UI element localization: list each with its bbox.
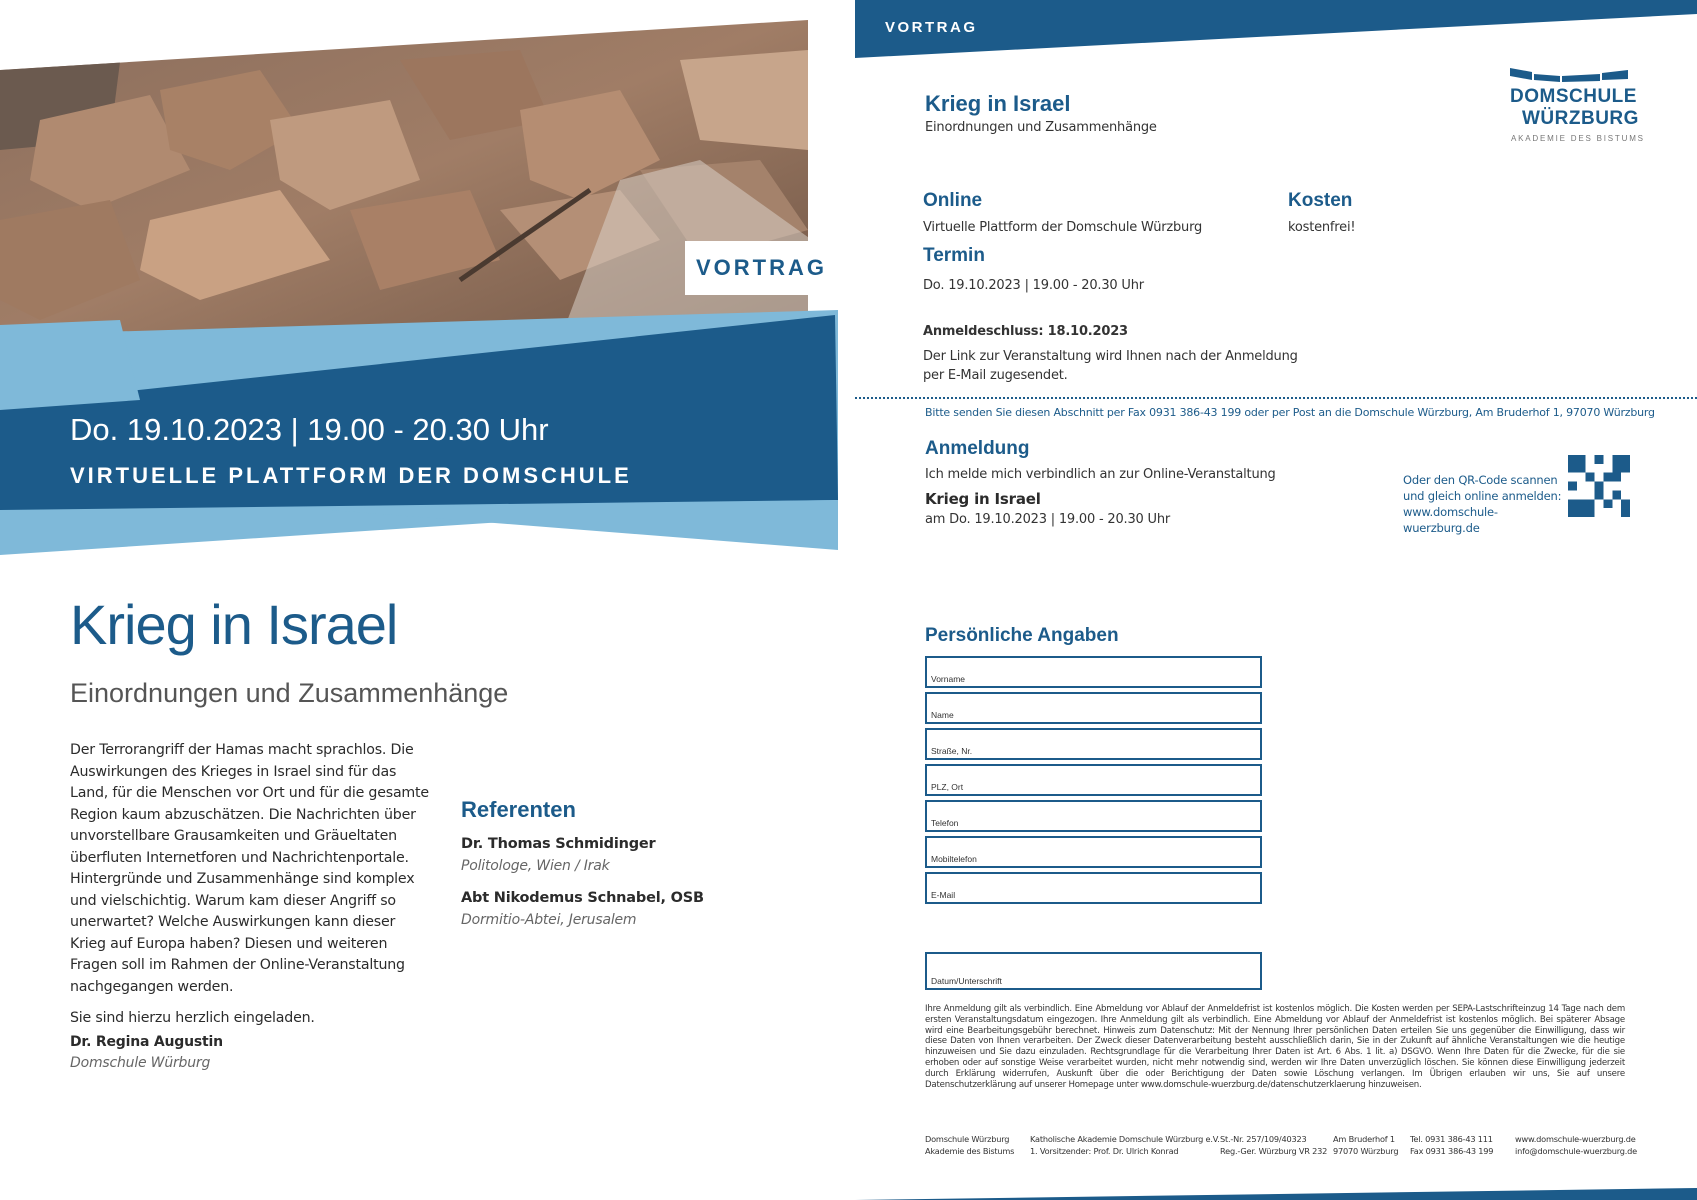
- field-label: Telefon: [931, 818, 959, 828]
- qr-code-icon[interactable]: [1568, 455, 1630, 517]
- link-note: per E-Mail zugesendet.: [923, 368, 1068, 383]
- field-label: Straße, Nr.: [931, 746, 973, 756]
- author-org: Domschule Würburg: [70, 1055, 211, 1071]
- footer-line: Am Bruderhof 1: [1333, 1134, 1395, 1144]
- footer-line: 1. Vorsitzender: Prof. Dr. Ulrich Konrad: [1030, 1146, 1179, 1156]
- link-note: Der Link zur Veranstaltung wird Ihnen nach der Anmeldung: [923, 349, 1298, 364]
- cut-notice: Bitte senden Sie diesen Abschnitt per Fax 0931 386-43 199 oder per Post an die Domschule Würzburg, Am Bruderhof 1, 97070 Würzburg: [925, 406, 1655, 419]
- footer-band: [855, 1188, 1697, 1200]
- field-label: E-Mail: [931, 890, 956, 900]
- qr-hint: [1403, 472, 1563, 536]
- footer-column: [1220, 1133, 1327, 1157]
- footer-line: Domschule Würzburg: [925, 1134, 1010, 1144]
- footer-link[interactable]: info@domschule-wuerzburg.de: [1515, 1146, 1637, 1156]
- anmeldung-text: Ich melde mich verbindlich an zur Online-Veranstaltung: [925, 467, 1276, 482]
- footer-column: [1515, 1133, 1637, 1157]
- logo-line-3: AKADEMIE DES BISTUMS: [1511, 134, 1645, 143]
- anmeldung-date: am Do. 19.10.2023 | 19.00 - 20.30 Uhr: [925, 512, 1171, 527]
- flyer-front-page: [0, 0, 838, 1200]
- footer-line: Tel. 0931 386-43 111: [1410, 1134, 1493, 1144]
- qr-hint-link[interactable]: www.domschule-wuerzburg.de: [1403, 505, 1498, 535]
- registration-deadline: Anmeldeschluss: 18.10.2023: [923, 324, 1128, 339]
- hero-venue: VIRTUELLE PLATTFORM DER DOMSCHULE: [70, 463, 632, 488]
- footer-column: [1333, 1133, 1398, 1157]
- speaker-role: Politologe, Wien / Irak: [461, 858, 610, 874]
- speaker-name: Abt Nikodemus Schnabel, OSB: [461, 890, 704, 906]
- header-label: VORTRAG: [885, 19, 978, 36]
- footer-column: [1030, 1133, 1220, 1157]
- event-title: Krieg in Israel: [925, 91, 1071, 116]
- field-label: Datum/Unterschrift: [931, 976, 1002, 986]
- footer-column: [925, 1133, 1014, 1157]
- body-text: [70, 740, 430, 1040]
- speaker-role: Dormitio-Abtei, Jerusalem: [461, 912, 637, 928]
- body-paragraph: Der Terrorangriff der Hamas macht sprachlos. Die Auswirkungen des Krieges in Israel sind für das Land, für die Menschen vor Ort und für die gesamte Region kaum abzuschätzen. Die Nachrichten über unvorstellbare Grausamkeiten und Gräueltaten überfluten Internetforen und Nachrichtenportale. Hintergründe und Zusammenhänge sind komplex und vielschichtig. Warum kam dieser Angriff so unerwartet? Welche Auswirkungen kann dieser Krieg auf Europa haben? Diesen und weiteren Fragen soll im Rahmen der Online-Veranstaltung nachgegangen werden.: [70, 742, 429, 995]
- footer-link[interactable]: www.domschule-wuerzburg.de: [1515, 1134, 1636, 1144]
- qr-hint-line: und gleich online anmelden:: [1403, 489, 1562, 503]
- anmeldung-event: Krieg in Israel: [925, 490, 1041, 508]
- hero-date: Do. 19.10.2023 | 19.00 - 20.30 Uhr: [70, 412, 549, 447]
- field-label: Vorname: [931, 674, 966, 684]
- legal-text: Ihre Anmeldung gilt als verbindlich. Eine Abmeldung vor Ablauf der Anmeldefrist ist kostenlos möglich. Die Kosten werden per SEPA-Lastschrifteinzug 14 Tage nach dem ersten Veranstaltungsdatum eingezogen. Ihre Anmeldung gilt als verbindlich. Eine Abmeldung vor Ablauf der Anmeldefrist ist kostenlos möglich. Bei späterer Absage wird eine Bearbeitungsgebühr berechnet. Hinweis zum Datenschutz: Mit der Nennung Ihrer persönlichen Daten erteilen Sie uns gegenüber die Einwilligung, dass wir diese Daten von Ihnen verarbeiten. Der Zweck dieser Datenverarbeitung besteht ausschließlich darin, Sie in der Zukunft auf ähnliche Veranstaltungen wie die heutige hinzuweisen und Sie dazu einzuladen. Rechtsgrundlage für die Verarbeitung Ihrer Daten ist Art. 6 Abs. 1 lit. a) DSGVO. Wenn Ihre Daten für die Zwecke, für die sie erhoben oder auf sonstige Weise verarbeitet wurden, nicht mehr notwendig sind, werden wir Ihre Daten unverzüglich löschen. Sie können diese Einwilligung jederzeit durch Erklärung widerrufen, Auskunft über die oder Berichtigung der Daten sowie Löschung verlangen. Im Übrigen erlauben wir uns, Sie auf unsere Datenschutzerklärung auf unserer Homepage unter www.domschule-wuerzburg.de/datenschutzerklaerung hinzuweisen.: [925, 1004, 1625, 1090]
- page-subtitle: Einordnungen und Zusammenhänge: [70, 678, 509, 708]
- footer-line: 97070 Würzburg: [1333, 1146, 1399, 1156]
- footer-line: Akademie des Bistums: [925, 1146, 1015, 1156]
- footer-line: St.-Nr. 257/109/40323: [1220, 1134, 1307, 1144]
- logo-line-1: DOMSCHULE: [1510, 86, 1637, 107]
- logo-line-2: WÜRZBURG: [1522, 108, 1639, 129]
- event-subtitle: Einordnungen und Zusammenhänge: [925, 120, 1157, 135]
- last-name-field[interactable]: [925, 692, 1262, 724]
- form-heading: Persönliche Angaben: [925, 625, 1119, 646]
- kosten-heading: Kosten: [1288, 190, 1353, 211]
- zip-city-field[interactable]: [925, 764, 1262, 796]
- qr-hint-line: Oder den QR-Code scannen: [1403, 473, 1558, 487]
- email-field[interactable]: [925, 872, 1262, 904]
- termin-text: Do. 19.10.2023 | 19.00 - 20.30 Uhr: [923, 278, 1144, 293]
- mobile-field[interactable]: [925, 836, 1262, 868]
- field-label: PLZ, Ort: [931, 782, 964, 792]
- first-name-field[interactable]: [925, 656, 1262, 688]
- body-paragraph: Sie sind hierzu herzlich eingeladen.: [70, 1010, 315, 1026]
- phone-field[interactable]: [925, 800, 1262, 832]
- page-title: Krieg in Israel: [70, 593, 398, 656]
- footer-line: Reg.-Ger. Würzburg VR 232: [1220, 1146, 1328, 1156]
- author-name: Dr. Regina Augustin: [70, 1034, 223, 1050]
- street-field[interactable]: [925, 728, 1262, 760]
- kosten-text: kostenfrei!: [1288, 220, 1356, 235]
- online-text: Virtuelle Plattform der Domschule Würzburg: [923, 220, 1203, 235]
- referenten-heading: Referenten: [461, 797, 576, 822]
- signature-field[interactable]: [925, 952, 1262, 990]
- termin-heading: Termin: [923, 245, 985, 266]
- footer-column: [1410, 1133, 1493, 1157]
- vortrag-tab: VORTRAG: [685, 241, 838, 295]
- online-heading: Online: [923, 190, 983, 211]
- cut-line: [855, 397, 1697, 399]
- footer-line: Fax 0931 386-43 199: [1410, 1146, 1494, 1156]
- registration-page: [855, 0, 1697, 1200]
- footer-line: Katholische Akademie Domschule Würzburg e.V.: [1030, 1134, 1220, 1144]
- field-label: Mobiltelefon: [931, 854, 977, 864]
- header-band: [855, 0, 1697, 60]
- speaker-name: Dr. Thomas Schmidinger: [461, 836, 656, 852]
- field-label: Name: [931, 710, 954, 720]
- anmeldung-heading: Anmeldung: [925, 438, 1030, 459]
- domschule-logo-icon: [1510, 66, 1630, 86]
